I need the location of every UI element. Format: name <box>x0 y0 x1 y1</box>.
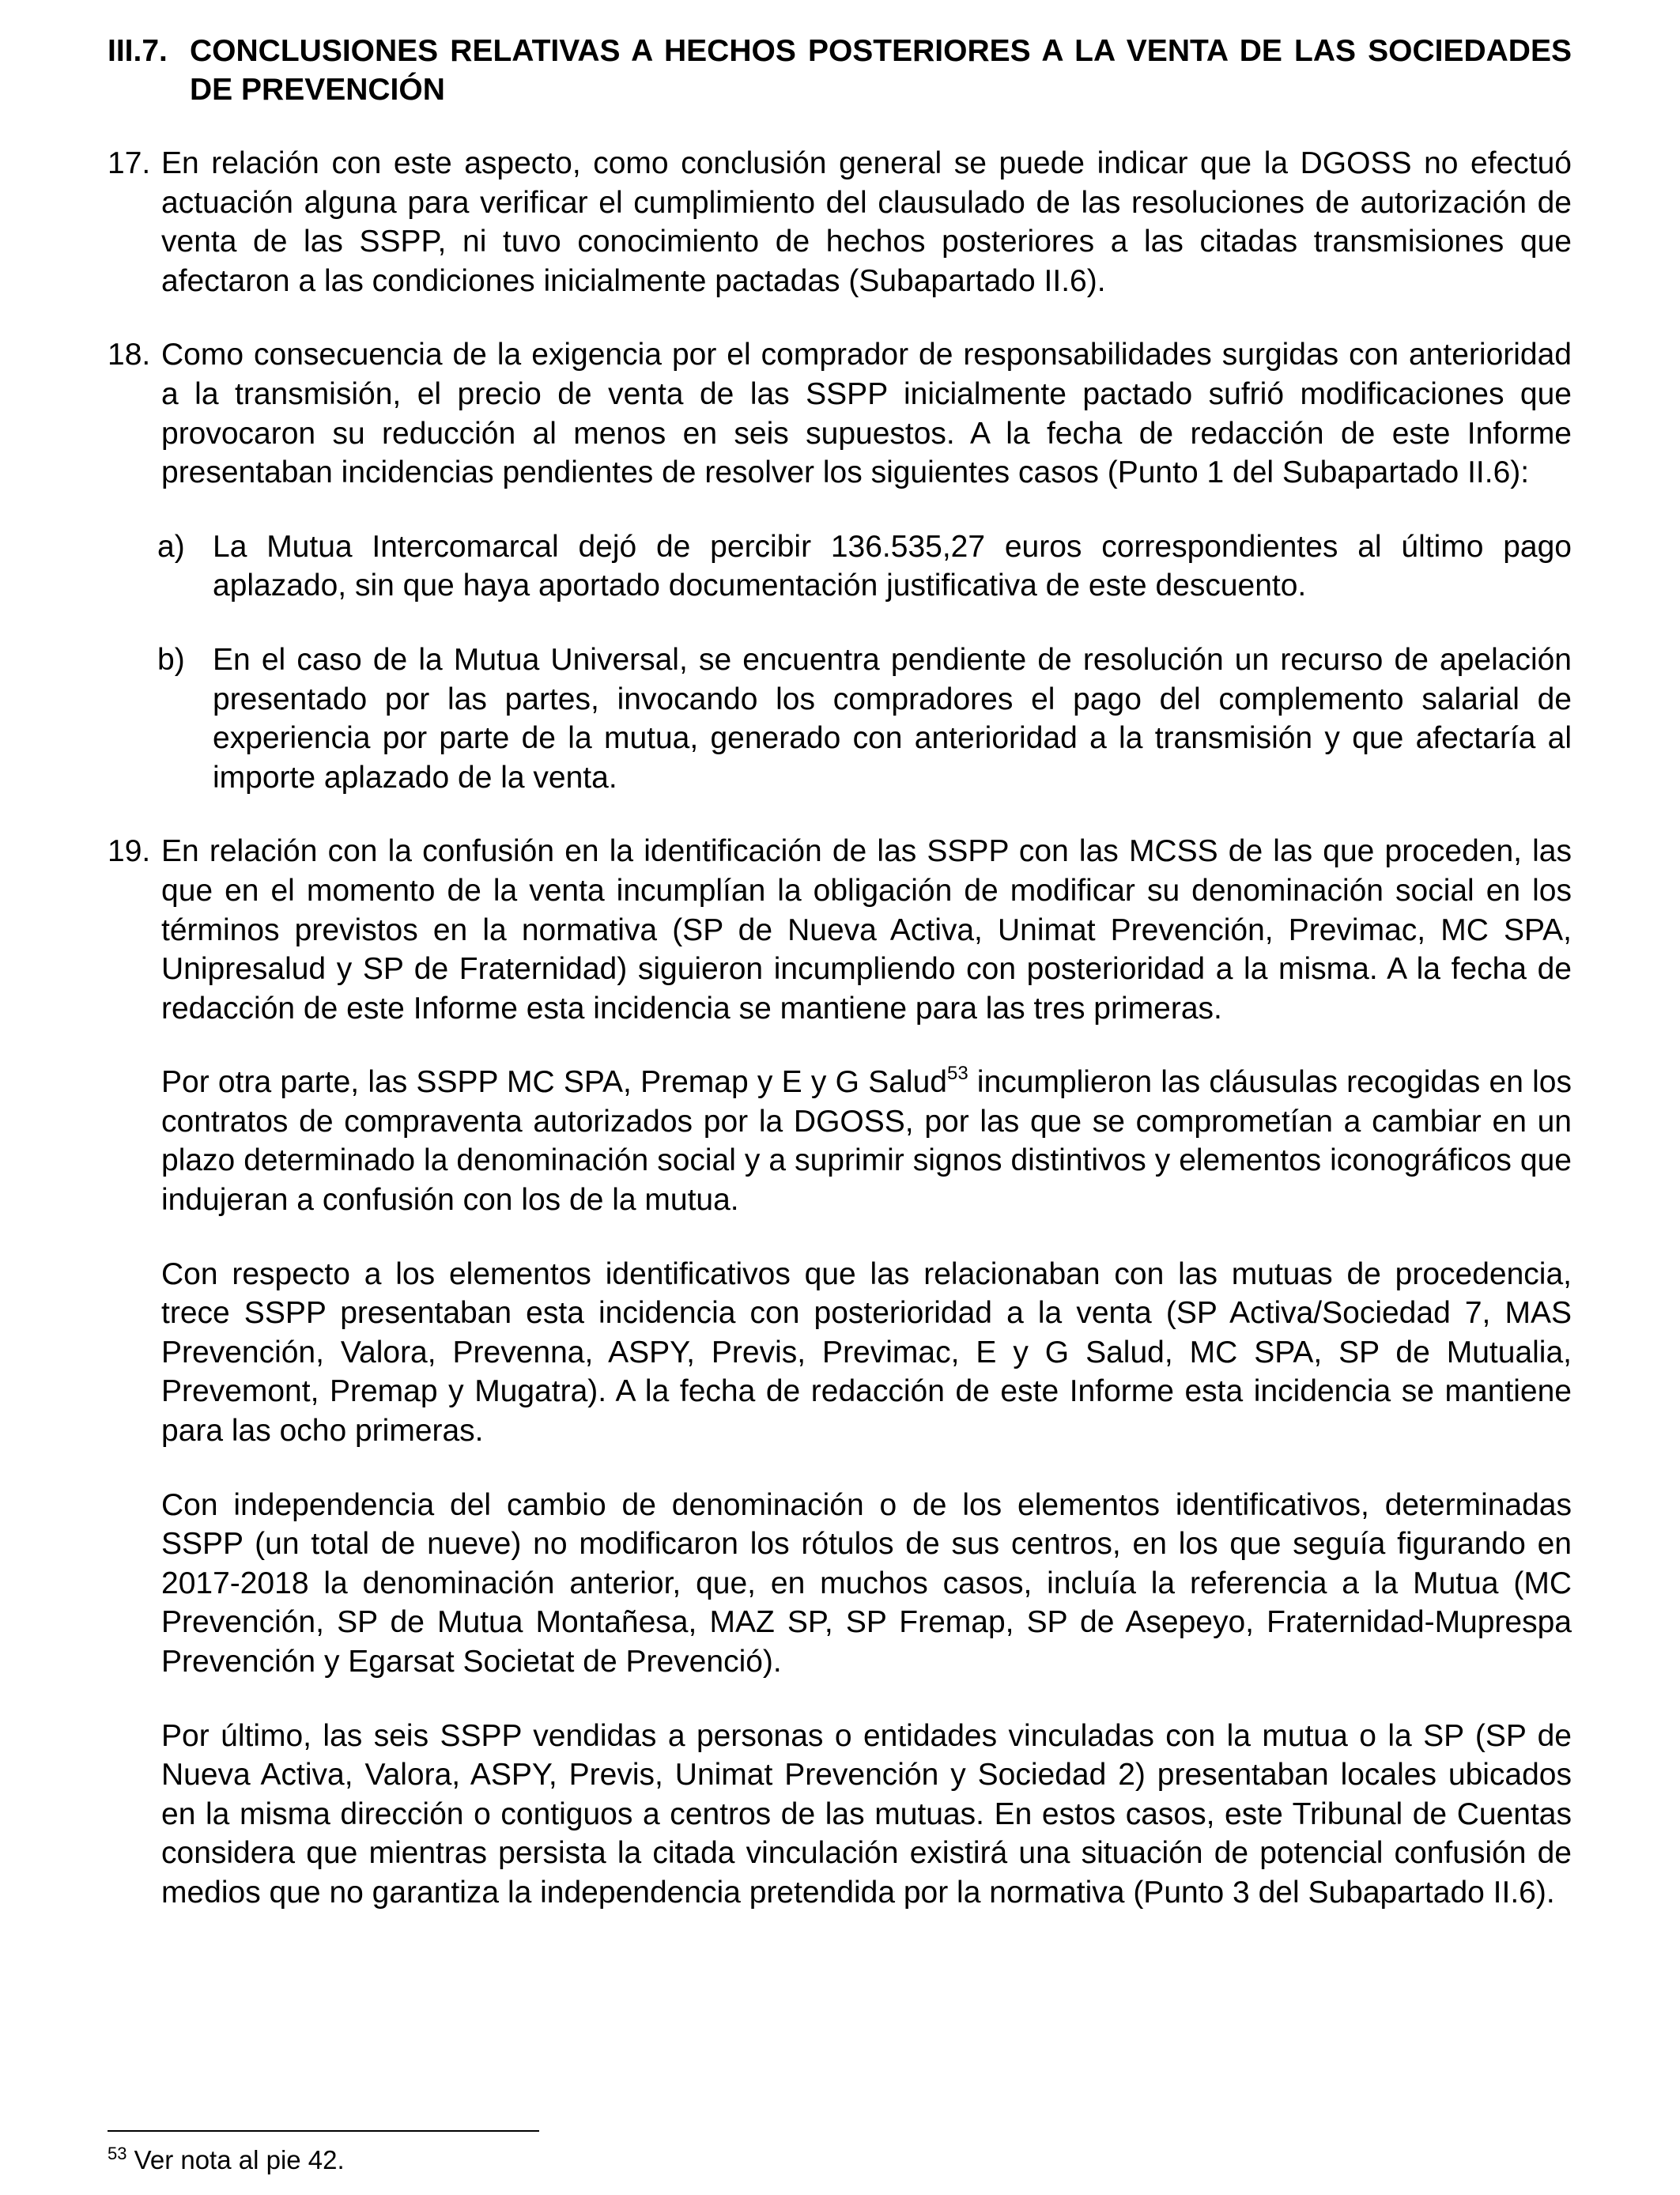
paragraph-17 <box>108 144 1572 300</box>
paragraph-19-continuation-2: Con respecto a los elementos identificativos que las relacionaban con las mutuas de procedencia, trece SSPP presentaban esta incidencia con posterioridad a la venta (SP Activa/Sociedad 7, MAS Prevención, Valora, Prevenna, ASPY, Previs, Previmac, E y G Salud, MC SPA, SP de Mutualia, Prevemont, Premap y Mugatra). A la fecha de redacción de este Informe esta incidencia se mantiene para las ocho primeras. <box>161 1256 1572 1449</box>
paragraph-19-continuation-3: Con independencia del cambio de denominación o de los elementos identificativos, determinadas SSPP (un total de nueve) no modificaron los rótulos de sus centros, en los que seguía figurando en 2017-2018 la denominación anterior, que, en muchos casos, incluía la referencia a la Mutua (MC Prevención, SP de Mutua Montañesa, MAZ SP, SP Fremap, SP de Asepeyo, Fraternidad-Muprespa Prevención y Egarsat Societat de Prevenció). <box>161 1487 1572 1679</box>
section-number: III.7. <box>108 34 168 68</box>
continuation-text: incumplieron las cláusulas recogidas en los contratos de compraventa autorizados por la DGOSS, por las que se comprometían a cambiar en un plazo determinado la denominación social y a suprimir signos distintivos y elementos iconográficos que indujeran a confusión con los de la mutua. <box>161 1065 1572 1218</box>
list-item-a <box>157 527 1572 606</box>
list-item-b <box>157 640 1572 797</box>
section-title: CONCLUSIONES RELATIVAS A HECHOS POSTERIORES A LA VENTA DE LAS SOCIEDADES DE PREVENCIÓN <box>190 34 1572 107</box>
list-item-text: La Mutua Intercomarcal dejó de percibir 136.535,27 euros correspondientes al último pago aplazado, sin que haya aportado documentación justificativa de este descuento. <box>213 529 1572 603</box>
paragraph-19-continuation-4: Por último, las seis SSPP vendidas a personas o entidades vinculadas con la mutua o la SP (SP de Nueva Activa, Valora, ASPY, Previs, Unimat Prevención y Sociedad 2) presentaban locales ubicados en la misma dirección o contiguos a centros de las mutuas. En estos casos, este Tribunal de Cuentas considera que mientras persista la citada vinculación existirá una situación de potencial confusión de medios que no garantiza la independencia pretendida por la normativa (Punto 3 del Subapartado II.6). <box>161 1718 1572 1910</box>
list-item-letter: b) <box>157 642 185 677</box>
paragraph-number: 18. <box>108 338 151 372</box>
footnote-number: 53 <box>108 2144 127 2163</box>
paragraph-18 <box>108 335 1572 492</box>
list-item-letter: a) <box>157 529 185 564</box>
section-heading <box>108 32 1572 109</box>
footnote-reference[interactable]: 53 <box>946 1063 968 1085</box>
paragraph-19 <box>108 832 1572 1028</box>
footnote <box>108 2144 345 2176</box>
paragraph-number: 19. <box>108 834 151 869</box>
paragraph-number: 17. <box>108 146 151 180</box>
document-page <box>108 32 1572 1948</box>
paragraph-19-continuation-1 <box>161 1063 1572 1219</box>
footnote-text: Ver nota al pie 42. <box>126 2145 345 2174</box>
footnote-divider <box>108 2130 539 2132</box>
continuation-text: Por otra parte, las SSPP MC SPA, Premap y E y G Salud <box>161 1065 947 1100</box>
paragraph-text: En relación con este aspecto, como conclusión general se puede indicar que la DGOSS no efectuó actuación alguna para verificar el cumplimiento del clausulado de las resoluciones de autorización de venta de las SSPP, ni tuvo conocimiento de hechos posteriores a las citadas transmisiones que afectaron a las condiciones inicialmente pactadas (Subapartado II.6). <box>161 146 1572 298</box>
list-item-text: En el caso de la Mutua Universal, se encuentra pendiente de resolución un recurso de apelación presentado por las partes, invocando los compradores el pago del complemento salarial de experiencia por parte de la mutua, generado con anterioridad a la transmisión y que afectaría al importe aplazado de la venta. <box>213 642 1572 795</box>
paragraph-text: Como consecuencia de la exigencia por el comprador de responsabilidades surgidas con anterioridad a la transmisión, el precio de venta de las SSPP inicialmente pactado sufrió modificaciones que provocaron su reducción al menos en seis supuestos. A la fecha de redacción de este Informe presentaban incidencias pendientes de resolver los siguientes casos (Punto 1 del Subapartado II.6): <box>161 338 1572 490</box>
paragraph-text: En relación con la confusión en la identificación de las SSPP con las MCSS de las que proceden, las que en el momento de la venta incumplían la obligación de modificar su denominación social en los términos previstos en la normativa (SP de Nueva Activa, Unimat Prevención, Previmac, MC SPA, Unipresalud y SP de Fraternidad) siguieron incumpliendo con posterioridad a la misma. A la fecha de redacción de este Informe esta incidencia se mantiene para las tres primeras. <box>161 834 1572 1026</box>
